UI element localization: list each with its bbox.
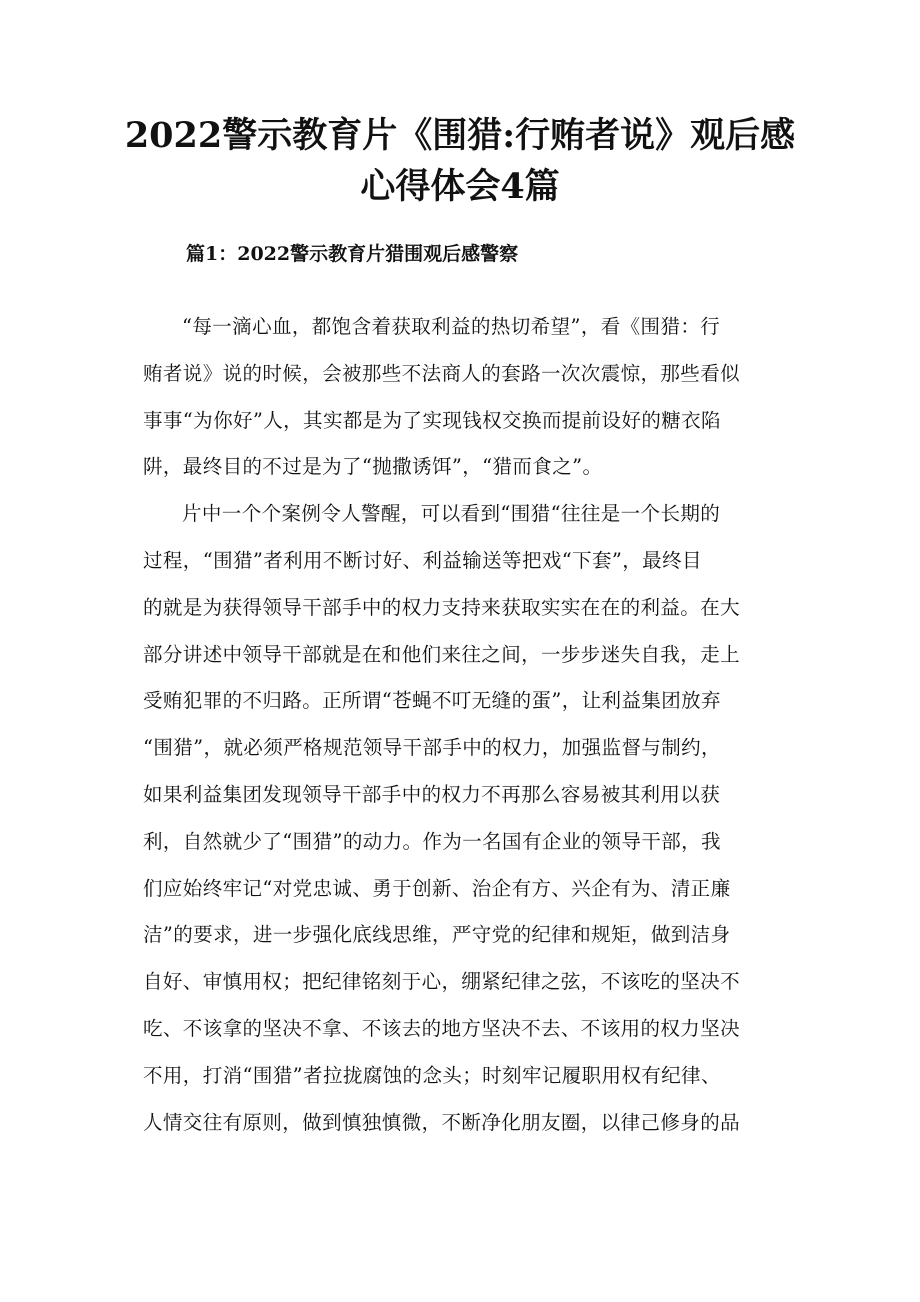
paragraph-2-line: 人情交往有原则，做到慎独慎微，不断净化朋友圈，以律己修身的品 [143, 1110, 741, 1134]
document-title [0, 110, 920, 212]
paragraph-1-line: 事事“为你好”人，其实都是为了实现钱权交换而提前设好的糖衣陷 [143, 408, 721, 432]
paragraph-2-line: “围猎”，就必须严格规范领导干部手中的权力，加强监督与制约， [143, 736, 721, 760]
paragraph-2-line: 洁”的要求，进一步强化底线思维，严守党的纪律和规矩，做到洁身 [143, 923, 731, 947]
document-title-line-1: 2022警示教育片《围猎:行贿者说》观后感 [124, 115, 796, 156]
paragraph-1-line: 阱，最终目的不过是为了“抛撒诱饵”，“猎而食之”。 [143, 455, 603, 479]
document-body [143, 313, 783, 1155]
paragraph-2-line: 部分讲述中领导干部就是在和他们来往之间，一步步迷失自我，走上 [143, 642, 741, 666]
paragraph-2-line: 吃、不该拿的坚决不拿、不该去的地方坚决不去、不该用的权力坚决 [143, 1016, 741, 1040]
paragraph-2-line: 片中一个个案例令人警醒，可以看到“围猎“往往是一个长期的 [182, 502, 721, 526]
paragraph-2-line: 们应始终牢记“对党忠诚、勇于创新、治企有方、兴企有为、清正廉 [143, 876, 731, 900]
paragraph-2-line: 的就是为获得领导干部手中的权力支持来获取实实在在的利益。在大 [143, 595, 741, 619]
section-heading: 篇1：2022警示教育片猎围观后感警察 [186, 243, 519, 265]
paragraph-2-line: 利，自然就少了“围猎”的动力。作为一名国有企业的领导干部，我 [143, 829, 721, 853]
paragraph-2-line: 如果利益集团发现领导干部手中的权力不再那么容易被其利用以获 [143, 782, 721, 806]
paragraph-2-line: 过程，“围猎”者利用不断讨好、利益输送等把戏“下套”，最终目 [143, 548, 702, 572]
paragraph-1-line: 贿者说》说的时候，会被那些不法商人的套路一次次震惊，那些看似 [143, 361, 741, 385]
document-title-line-2: 心得体会4篇 [360, 166, 560, 207]
paragraph-1-line: “每一滴心血，都饱含着获取利益的热切希望”，看《围猎：行 [182, 315, 721, 338]
paragraph-2-line: 不用，打消“围猎”者拉拢腐蚀的念头；时刻牢记履职用权有纪律、 [143, 1063, 721, 1087]
paragraph-2-line: 受贿犯罪的不归路。正所谓“苍蝇不叮无缝的蛋”，让利益集团放弃 [143, 689, 721, 713]
paragraph-2-line: 自好、审慎用权；把纪律铭刻于心，绷紧纪律之弦，不该吃的坚决不 [143, 970, 741, 994]
